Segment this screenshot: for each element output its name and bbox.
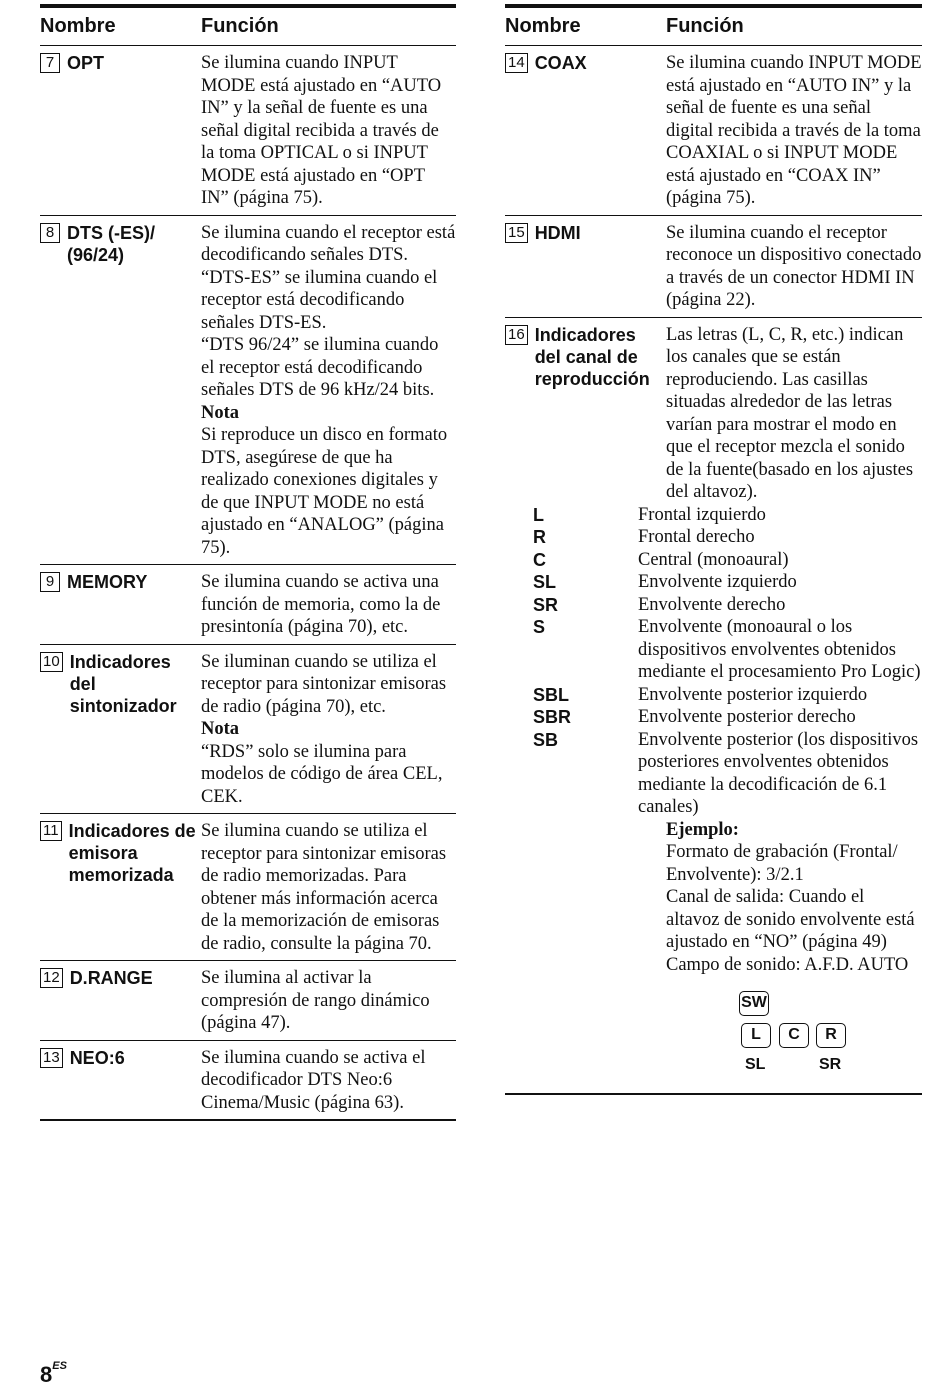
item-name: COAX — [534, 53, 587, 73]
right-indicator-table — [505, 4, 922, 1095]
channel-code: SBL — [533, 684, 569, 705]
channel-desc: Central (monoaural) — [638, 549, 789, 570]
item-description: Se ilumina al activar la compresión de rango dinámico (página 47). — [201, 968, 430, 1033]
item-description: Se iluminan cuando se utiliza el receptor para sintonizar emisoras de radio (página 70), etc. — [201, 651, 447, 717]
channel-row — [505, 594, 922, 617]
example-line: Campo de sonido: A.F.D. AUTO — [666, 954, 909, 975]
channel-code: C — [533, 549, 546, 570]
item-description: Se ilumina cuando INPUT MODE está ajustado en “AUTO IN” y la señal de fuente es una señal digital recibida a través de la toma OPTICAL o si INPUT MODE está ajustado en “OPT IN” (página 75). — [201, 53, 442, 208]
item-name: Indicadores del canal de reproducción — [534, 324, 650, 389]
indicator-label-sl: SL — [745, 1056, 766, 1073]
channel-desc: Envolvente posterior (los dispositivos posteriores envolventes obtenidos mediante la decodificación de 6.1 canales) — [638, 729, 919, 817]
page-number-value: 8 — [40, 1362, 53, 1387]
item-number-box: 14 — [505, 53, 528, 73]
item-description: “DTS 96/24” se ilumina cuando el receptor está decodificando señales DTS de 96 kHz/24 bits. — [201, 335, 439, 400]
channel-indicator-diagram — [505, 991, 922, 1071]
channel-row — [505, 684, 922, 707]
channel-row — [505, 616, 922, 684]
table-row — [505, 46, 922, 216]
item-name: DTS (-ES)/ (96/24) — [67, 222, 155, 265]
channel-code: L — [533, 504, 544, 525]
item-name: D.RANGE — [69, 968, 153, 988]
item-description: Se ilumina cuando se activa una función de memoria, como la de presintonía (página 70), etc. — [201, 572, 441, 637]
table-row — [40, 215, 456, 565]
example-line: Formato de grabación (Frontal/ Envolvente): 3/2.1 — [666, 842, 898, 885]
item-description: Se ilumina cuando el receptor está decodificando señales DTS. — [201, 222, 456, 265]
note-title: Nota — [201, 402, 240, 423]
channel-code: S — [533, 617, 546, 637]
item-description: Se ilumina cuando se utiliza el receptor para sintonizar emisoras de radio memorizadas. Para obtener más información acerca de la memorización de emisoras de radio, consulte la página 70. — [201, 821, 447, 954]
right-table-column — [505, 4, 922, 1095]
channel-row — [505, 706, 922, 729]
channel-row — [505, 729, 922, 819]
item-name: MEMORY — [67, 572, 148, 592]
item-number-box: 15 — [505, 223, 528, 243]
item-description: Las letras (L, C, R, etc.) indican los canales que se están reproduciendo. Las casillas situadas alrededor de las letras varían para mostrar el modo en que el receptor mezcla el sonido de la fuente(basado en los ajustes del altavoz). — [666, 324, 914, 502]
item-name: OPT — [67, 53, 105, 73]
channel-desc: Envolvente posterior derecho — [638, 707, 856, 727]
left-indicator-table — [40, 4, 456, 1121]
item-description: Se ilumina cuando se activa el decodificador DTS Neo:6 Cinema/Music (página 63). — [201, 1047, 426, 1113]
channel-desc: Envolvente posterior izquierdo — [638, 684, 868, 705]
item-number-box: 13 — [40, 1048, 63, 1068]
indicator-box-l: L — [741, 1023, 771, 1048]
page-language-suffix: ES — [52, 1360, 67, 1372]
table-row — [40, 644, 456, 814]
channel-row — [505, 504, 922, 527]
indicator-box-sw: SW — [739, 991, 769, 1016]
col-header-function: Función — [666, 6, 922, 46]
table-row — [40, 961, 456, 1041]
table-row — [40, 814, 456, 961]
table-row — [40, 565, 456, 645]
item-number-box: 8 — [40, 223, 60, 243]
item-name: HDMI — [534, 222, 581, 243]
item-number-box: 16 — [505, 325, 528, 345]
table-row — [505, 215, 922, 317]
left-table-column — [40, 4, 456, 1121]
item-number-box: 9 — [40, 572, 60, 592]
item-description: Se ilumina cuando INPUT MODE está ajustado en “AUTO IN” y la señal de fuente es una señal digital recibida a través de la toma COAXIAL o si INPUT MODE está ajustado en “COAX IN” (página 75). — [666, 53, 922, 208]
item-description: Se ilumina cuando el receptor reconoce un dispositivo conectado a través de un conector HDMI IN (página 22). — [666, 222, 922, 310]
table-row — [40, 1040, 456, 1120]
channel-row — [505, 571, 922, 594]
item-number-box: 10 — [40, 652, 63, 672]
channel-list — [505, 504, 922, 819]
note-text: Si reproduce un disco en formato DTS, asegúrese de que ha realizado conexiones digitales y de que INPUT MODE no está ajustado en “ANALOG” (página 75). — [201, 425, 448, 558]
channel-code: SB — [533, 729, 559, 750]
channel-desc: Envolvente derecho — [638, 594, 786, 615]
channel-row — [505, 526, 922, 549]
table-row — [505, 317, 922, 1094]
indicator-box-r: R — [816, 1023, 846, 1048]
item-description: “DTS-ES” se ilumina cuando el receptor está decodificando señales DTS-ES. — [201, 267, 438, 333]
channel-row — [505, 549, 922, 572]
item-number-box: 11 — [40, 821, 62, 841]
channel-desc: Envolvente izquierdo — [638, 572, 797, 592]
channel-desc: Frontal izquierdo — [638, 504, 766, 525]
col-header-name: Nombre — [40, 6, 201, 46]
col-header-name: Nombre — [505, 6, 666, 46]
item-number-box: 7 — [40, 53, 60, 73]
indicator-label-sr: SR — [819, 1056, 842, 1073]
channel-desc: Envolvente (monoaural o los dispositivos envolventes obtenidos mediante el procesamiento Pro Logic) — [638, 617, 921, 682]
note-title: Nota — [201, 719, 240, 739]
channel-code: SBR — [533, 707, 572, 727]
indicator-box-c: C — [779, 1023, 809, 1048]
item-number-box: 12 — [40, 968, 63, 988]
col-header-function: Función — [201, 6, 456, 46]
channel-code: SR — [533, 594, 559, 615]
example-line: Canal de salida: Cuando el altavoz de sonido envolvente está ajustado en “NO” (página 49) — [666, 887, 915, 952]
page-number — [40, 1362, 67, 1388]
note-text: “RDS” solo se ilumina para modelos de código de área CEL, CEK. — [201, 741, 443, 807]
channel-desc: Frontal derecho — [638, 527, 755, 547]
example-title: Ejemplo: — [666, 819, 739, 840]
item-name: Indicadores del sintonizador — [69, 651, 177, 716]
channel-code: R — [533, 527, 546, 547]
channel-code: SL — [533, 572, 557, 592]
item-name: NEO:6 — [69, 1047, 125, 1068]
table-row — [40, 46, 456, 216]
item-name: Indicadores de emisora memorizada — [68, 821, 196, 885]
